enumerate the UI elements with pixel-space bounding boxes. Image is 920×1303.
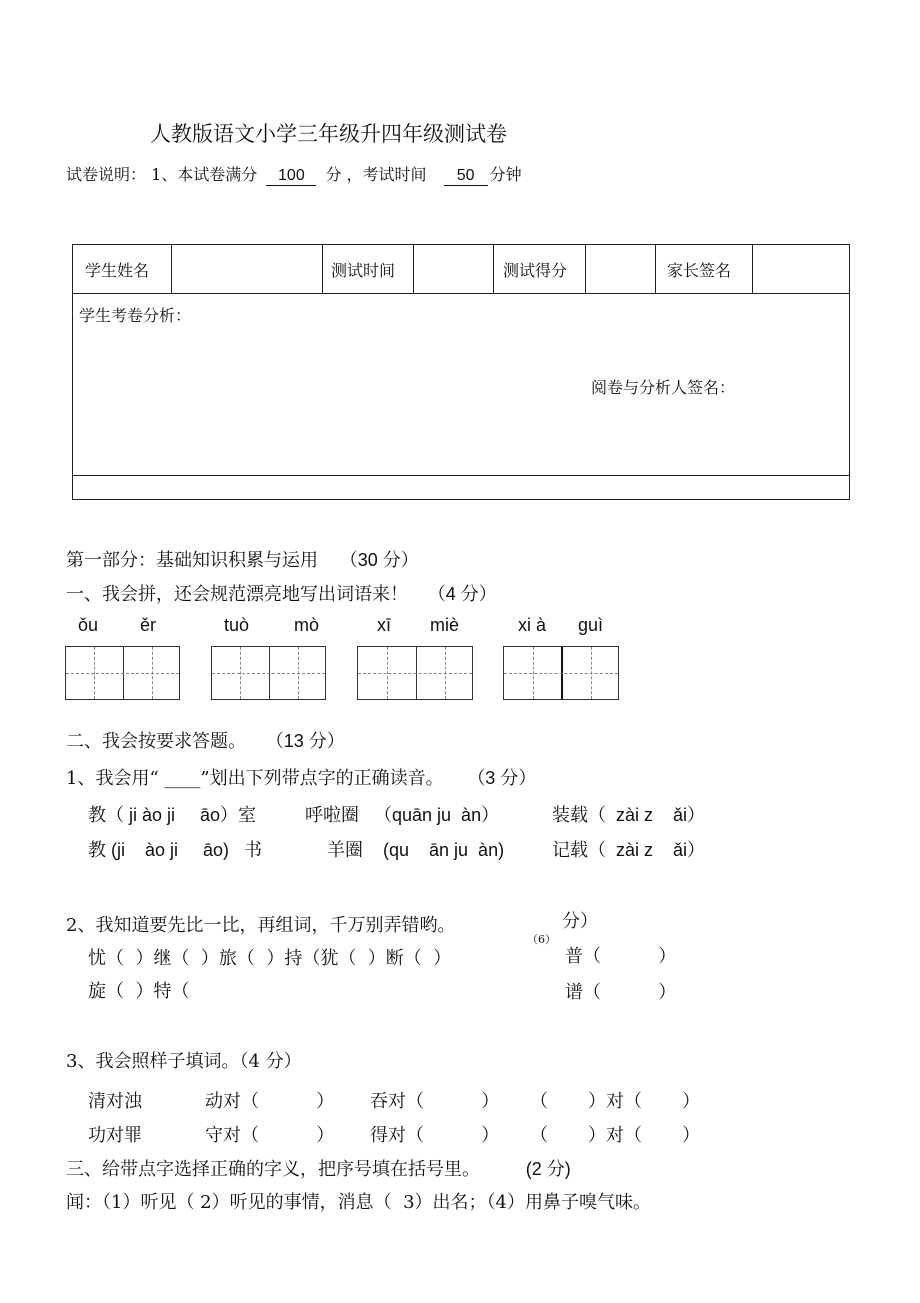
q2-3-heading: 3、我会照样子填词。（4 分）	[66, 1051, 302, 1072]
q2-2-score-tail: 分）	[562, 911, 598, 932]
table-col-divider	[585, 245, 586, 293]
antonym-example: 功对罪	[88, 1125, 142, 1146]
q1-heading	[66, 580, 497, 606]
reading-item: 呼啦圈 （quān ju àn）	[305, 805, 500, 825]
instructions-prefix: 试卷说明： 1、本试卷满分	[66, 165, 258, 184]
q1-score: （4 分）	[427, 584, 497, 604]
q2-2-heading: 2、我知道要先比一比，再组词，千万别弄错哟。	[66, 915, 456, 936]
q1-title: 一、我会拼，还会规范漂亮地写出词语来！	[66, 584, 408, 605]
q3-title: 三、给带点字选择正确的字义，把序号填在括号里。	[66, 1159, 480, 1180]
reading-item: 羊圈 (qu ān ju àn)	[327, 840, 505, 860]
reading-item: 教（ ji ào ji āo）室	[88, 805, 257, 825]
pinyin-text: ěr	[140, 615, 157, 635]
compare-item: 谱（ ）	[565, 982, 677, 1003]
compare-row: 旋（ ）特（	[88, 981, 190, 1002]
writing-grid[interactable]	[65, 646, 180, 700]
antonym-item: 吞对（ ）	[370, 1091, 500, 1112]
pinyin-text: ǒu	[78, 615, 99, 635]
compare-item: 普（ ）	[565, 946, 677, 967]
antonym-item: 守对（ ）	[205, 1125, 335, 1146]
analysis-label: 学生考卷分析：	[79, 306, 192, 325]
antonym-item: （ ）对（ ）	[530, 1091, 701, 1112]
instructions-suffix: 分钟	[489, 165, 522, 184]
q2-1-score: （3 分）	[467, 768, 537, 788]
full-score-value: 100	[266, 167, 316, 186]
page-title: 人教版语文小学三年级升四年级测试卷	[150, 122, 507, 146]
compare-row: 忧（ ）继（ ）旅（ ）持（犹（ ）断（ ）	[88, 948, 452, 969]
q2-heading	[66, 727, 345, 753]
part1-score: （30 分）	[339, 550, 419, 570]
table-col-divider	[413, 245, 414, 293]
antonym-example: 清对浊	[88, 1091, 142, 1112]
q3-definitions: 闻：（1）听见（ 2）听见的事情，消息（ 3）出名；（4）用鼻子嗅气味。	[66, 1192, 651, 1213]
part1-title: 第一部分：基础知识积累与运用	[66, 550, 318, 571]
antonym-item: 动对（ ）	[205, 1091, 335, 1112]
table-col-divider	[171, 245, 172, 293]
table-row-divider	[73, 475, 849, 476]
writing-grid[interactable]	[211, 646, 326, 700]
parent-signature-label: 家长签名	[667, 261, 732, 280]
reading-item: 记载（ zài z ǎi）	[552, 840, 706, 860]
q3-heading	[66, 1155, 571, 1181]
part1-heading	[66, 546, 419, 572]
student-name-label: 学生姓名	[85, 261, 150, 280]
q2-score: （13 分）	[265, 731, 345, 751]
antonym-item: （ ）对（ ）	[530, 1125, 701, 1146]
table-col-divider	[655, 245, 656, 293]
table-col-divider	[752, 245, 753, 293]
q2-2-score-small: （6）	[527, 933, 556, 946]
q3-score: (2 分)	[525, 1159, 571, 1179]
table-row-divider	[73, 293, 849, 294]
grader-signature-label: 阅卷与分析人签名：	[591, 378, 736, 397]
pinyin-text: ɡuì	[578, 615, 604, 635]
student-info-table	[72, 244, 850, 500]
pinyin-text: mò	[294, 615, 320, 635]
test-score-label: 测试得分	[503, 261, 568, 280]
q2-1-title: 1、我会用“ ____”划出下列带点字的正确读音。	[66, 768, 444, 789]
test-time-label: 测试时间	[331, 261, 396, 280]
pinyin-text: xī	[377, 615, 392, 635]
exam-instructions	[66, 162, 522, 186]
instructions-mid: 分 ，考试时间	[325, 165, 427, 184]
pinyin-text: tuò	[224, 615, 250, 635]
q2-1-heading	[66, 764, 536, 790]
q2-title: 二、我会按要求答题。	[66, 731, 246, 752]
writing-grid[interactable]	[357, 646, 473, 700]
writing-grid[interactable]	[503, 646, 619, 700]
duration-value: 50	[444, 167, 488, 186]
reading-item: 装载（ zài z ǎi）	[552, 805, 706, 825]
reading-item: 教 (ji ào ji āo) 书	[88, 840, 263, 860]
pinyin-text: xi à	[518, 615, 547, 635]
antonym-item: 得对（ ）	[370, 1125, 500, 1146]
table-col-divider	[322, 245, 323, 293]
table-col-divider	[493, 245, 494, 293]
pinyin-text: miè	[430, 615, 460, 635]
